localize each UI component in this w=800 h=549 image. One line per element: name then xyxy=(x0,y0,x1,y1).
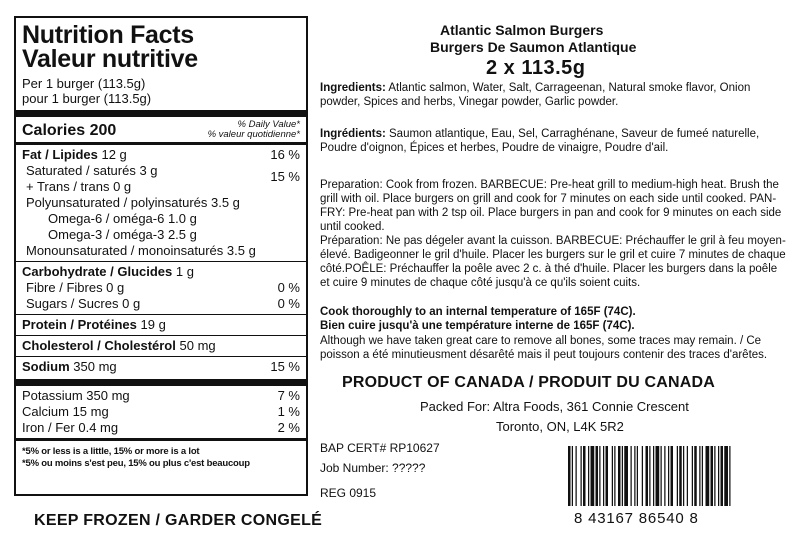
barcode-bar xyxy=(699,446,700,506)
job-number: Job Number: ????? xyxy=(320,461,426,475)
packed-for-line2: Toronto, ON, L4K 5R2 xyxy=(496,419,624,434)
barcode-bar xyxy=(624,446,628,506)
barcode-bar xyxy=(603,446,604,506)
bap-cert: BAP CERT# RP10627 xyxy=(320,441,440,455)
nutrition-title-en: Nutrition Facts xyxy=(22,21,194,49)
ingredients-fr-text: Saumon atlantique, Eau, Sel, Carraghénane, Saveur de fumeé naturelle, Poudre d'oignon, Épices et herbes, Poudre de vinaigre, Poudre d'ail. xyxy=(320,128,760,154)
sugars: Sugars / Sucres 0 g xyxy=(26,296,141,311)
barcode-bar xyxy=(646,446,649,506)
barcode-bar xyxy=(596,446,599,506)
barcode-bar xyxy=(576,446,577,506)
carb-label: Carbohydrate / Glucides xyxy=(22,264,173,279)
barcode-bar xyxy=(637,446,638,506)
barcode-bar xyxy=(668,446,669,506)
sodium-label: Sodium xyxy=(22,359,70,374)
protein-amount: 19 g xyxy=(140,317,166,332)
fat-amount: 12 g xyxy=(101,147,127,162)
barcode-bar xyxy=(679,446,682,506)
ingredients-fr xyxy=(320,127,788,155)
reg-number: REG 0915 xyxy=(320,486,377,500)
daily-value-header-en: % Daily Value* xyxy=(237,119,300,130)
barcode-bar xyxy=(568,446,571,506)
barcode-bar xyxy=(687,446,688,506)
barcode-bar xyxy=(588,446,589,506)
barcode-number: 8 43167 86540 8 xyxy=(574,510,699,527)
keep-frozen-label: KEEP FROZEN / GARDER CONGELÉ xyxy=(34,512,323,529)
fibre: Fibre / Fibres 0 g xyxy=(26,280,125,295)
trans-fat: + Trans / trans 0 g xyxy=(26,179,132,194)
calories-label: Calories 200 xyxy=(22,122,117,139)
barcode-bar xyxy=(614,446,615,506)
barcode-bar xyxy=(583,446,586,506)
serving-size-en: Per 1 burger (113.5g) xyxy=(22,76,146,91)
product-origin: PRODUCT OF CANADA / PRODUIT DU CANADA xyxy=(342,374,716,391)
cook-temp-en: Cook thoroughly to an internal temperature of 165F (74C). xyxy=(320,306,636,318)
barcode-bar xyxy=(631,446,632,506)
divider xyxy=(16,379,306,386)
cooking-temperature xyxy=(320,305,788,333)
barcode-bar xyxy=(599,446,600,506)
carb-amount: 1 g xyxy=(175,264,194,279)
fat-section xyxy=(22,145,300,261)
barcode-bar xyxy=(606,446,609,506)
barcode-bar xyxy=(692,446,693,506)
omega-6: Omega-6 / oméga-6 1.0 g xyxy=(48,211,197,226)
cholesterol-label: Cholesterol / Cholestérol xyxy=(22,338,176,353)
barcode-bar xyxy=(729,446,730,506)
nutrition-facts-table xyxy=(14,16,308,496)
barcode-bar xyxy=(677,446,678,506)
barcode-bar xyxy=(661,446,662,506)
barcode-bar xyxy=(664,446,665,506)
cook-temp-fr: Bien cuire jusqu'à une température interne de 165F (74C). xyxy=(320,320,635,332)
carb-section xyxy=(22,262,300,314)
barcode-bar xyxy=(591,446,595,506)
barcode-bar xyxy=(618,446,621,506)
barcode-image xyxy=(568,446,782,506)
protein-label: Protein / Protéines xyxy=(22,317,137,332)
iron: Iron / Fer 0.4 mg xyxy=(22,420,119,435)
fat-label: Fat / Lipides xyxy=(22,147,98,162)
calcium-percent: 1 % xyxy=(277,404,300,419)
sodium-amount: 350 mg xyxy=(73,359,117,374)
footnote-en: *5% or less is a little, 15% or more is a lot xyxy=(22,446,200,457)
potassium-percent: 7 % xyxy=(277,388,300,403)
barcode-bar xyxy=(683,446,684,506)
barcode-bar xyxy=(702,446,703,506)
barcode-bar xyxy=(714,446,715,506)
bones-warning: Although we have taken great care to remove all bones, some traces may remain. / Ce poisson a été minutieusment désarêté mais il peut toujours contenir des traces d'arêtes. xyxy=(320,335,768,361)
polyunsaturated-fat: Polyunsaturated / polyinsaturés 3.5 g xyxy=(26,195,240,210)
net-weight: 2 x 113.5g xyxy=(486,57,586,79)
iron-percent: 2 % xyxy=(277,420,300,435)
barcode-bar xyxy=(622,446,623,506)
serving-size-fr: pour 1 burger (113.5g) xyxy=(22,91,152,106)
barcode-bar xyxy=(706,446,710,506)
preparation-en: Preparation: Cook from frozen. BARBECUE: Pre-heat grill to medium-high heat. Brush the grill with oil. Place burgers on grill and cook for 7 minutes on each side until cooked. PAN-FRY: Pre-heat pan with 2 tsp oil. Place burgers in pan and cook for 9 minutes on each side until cooked. xyxy=(320,179,782,233)
barcode-bar xyxy=(721,446,724,506)
barcode-bar xyxy=(634,446,635,506)
sugars-percent: 0 % xyxy=(277,296,300,311)
barcode-bar xyxy=(724,446,728,506)
preparation-fr: Préparation: Ne pas dégeler avant la cuisson. BARBECUE: Préchauffer le gril à feu moyen-élevé. Badigeonner le gril d'huile. Placer les burgers sur le gril et cuire 7 minutes de chaque côté.POÊLE: Préchauffer la poêle avec 2 c. à thé d'huile. Placer les burgers dans la poêle et cuire 9 minutes de chaque côté jusqu'à ce qu'ils soient cuits. xyxy=(320,235,786,289)
barcode-bar xyxy=(694,446,697,506)
product-name-fr: Burgers De Saumon Atlantique xyxy=(430,39,637,55)
cholesterol-amount: 50 mg xyxy=(179,338,216,353)
fibre-percent: 0 % xyxy=(277,280,300,295)
monounsaturated-fat: Monounsaturated / monoinsaturés 3.5 g xyxy=(26,243,256,258)
calcium: Calcium 15 mg xyxy=(22,404,109,419)
barcode-bar xyxy=(642,446,643,506)
barcode-bar xyxy=(656,446,660,506)
divider xyxy=(16,110,306,117)
barcode-bar xyxy=(671,446,674,506)
sodium-percent: 15 % xyxy=(270,359,300,374)
nutrition-title-fr: Valeur nutritive xyxy=(22,45,198,73)
ingredients-en xyxy=(320,81,788,109)
barcode-bar xyxy=(649,446,650,506)
product-name-en: Atlantic Salmon Burgers xyxy=(440,22,604,38)
barcode-bar xyxy=(572,446,573,506)
barcode-bar xyxy=(581,446,582,506)
omega-3: Omega-3 / oméga-3 2.5 g xyxy=(48,227,197,242)
ingredients-en-label: Ingredients: xyxy=(320,82,386,94)
fat-percent: 16 % xyxy=(270,147,300,162)
ingredients-en-text: Atlantic salmon, Water, Salt, Carrageenan, Natural smoke flavor, Onion powder, Spices and herbs, Vinegar powder, Garlic powder. xyxy=(320,82,751,108)
barcode-bar xyxy=(718,446,719,506)
ingredients-fr-label: Ingrédients: xyxy=(320,128,386,140)
footnote-fr: *5% ou moins s'est peu, 15% ou plus c'est beaucoup xyxy=(22,458,250,469)
packed-for-line1: Packed For: Altra Foods, 361 Connie Crescent xyxy=(420,399,689,414)
potassium: Potassium 350 mg xyxy=(22,388,130,403)
barcode-bar xyxy=(612,446,613,506)
saturated-fat: Saturated / saturés 3 g xyxy=(26,163,158,178)
barcode-bar xyxy=(653,446,654,506)
sat-trans-percent: 15 % xyxy=(270,169,300,184)
daily-value-header-fr: % valeur quotidienne* xyxy=(207,129,300,140)
barcode-bar xyxy=(711,446,714,506)
